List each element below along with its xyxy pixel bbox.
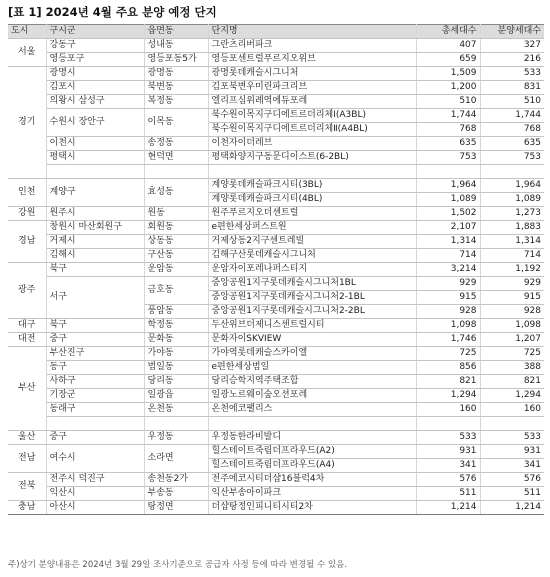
cell-sale-units: 1,273: [480, 207, 544, 221]
cell-dong: 송정동: [144, 137, 208, 151]
cell-dong: 광명동: [144, 67, 208, 81]
cell-complex-name: 북수원이목지구디에트르더리체Ⅰ(A3BL): [208, 109, 416, 123]
cell-complex-name: 북수원이목지구디에트르더리체Ⅱ(A4BL): [208, 123, 416, 137]
cell-total-units: 1,314: [416, 235, 480, 249]
cell-total-units: 160: [416, 403, 480, 417]
cell-sale-units: 931: [480, 445, 544, 459]
cell-sale-units: 768: [480, 123, 544, 137]
cell-sale-units: 1,098: [480, 319, 544, 333]
cell-total-units: 725: [416, 347, 480, 361]
table-row: [8, 39, 544, 53]
cell-total-units: 1,200: [416, 81, 480, 95]
cell-dong: 풍암동: [144, 305, 208, 319]
cell-total-units: 533: [416, 431, 480, 445]
cell-sale-units: 1,207: [480, 333, 544, 347]
table-row: [8, 249, 544, 263]
table-row: [8, 53, 544, 67]
cell-total-units: 714: [416, 249, 480, 263]
cell-sale-units: [480, 417, 544, 431]
cell-total-units: 659: [416, 53, 480, 67]
cell-complex-name: 힐스테이트죽림더프라우드(A4): [208, 459, 416, 473]
cell-district: 중구: [46, 431, 144, 445]
cell-total-units: 821: [416, 375, 480, 389]
cell-city: 대전: [8, 333, 46, 347]
cell-complex-name: 영등포센트럴푸르지오위브: [208, 53, 416, 67]
cell-city: 울산: [8, 431, 46, 445]
cell-complex-name: 계양롯데캐슬파크시티(4BL): [208, 193, 416, 207]
cell-district: 김포시: [46, 81, 144, 95]
cell-sale-units: 725: [480, 347, 544, 361]
cell-total-units: 931: [416, 445, 480, 459]
table-row: [8, 445, 544, 459]
cell-dong: 성내동: [144, 39, 208, 53]
cell-sale-units: 1,883: [480, 221, 544, 235]
table-row: [8, 487, 544, 501]
cell-total-units: 856: [416, 361, 480, 375]
cell-district: 수원시 장안구: [46, 109, 144, 137]
cell-dong: 우정동: [144, 431, 208, 445]
cell-dong: 금호동: [144, 277, 208, 305]
table-row: [8, 151, 544, 165]
cell-total-units: 407: [416, 39, 480, 53]
cell-sale-units: 821: [480, 375, 544, 389]
cell-complex-name: 김해구산롯데캐슬시그니처: [208, 249, 416, 263]
cell-complex-name: [208, 417, 416, 431]
cell-complex-name: 당리승학지역주택조합: [208, 375, 416, 389]
cell-sale-units: 1,314: [480, 235, 544, 249]
table-row: [8, 333, 544, 347]
cell-sale-units: 1,214: [480, 501, 544, 515]
cell-district: [46, 165, 144, 179]
table-row: [8, 431, 544, 445]
cell-complex-name: 이천자이더레브: [208, 137, 416, 151]
cell-complex-name: 힐스테이트죽림더프라우드(A2): [208, 445, 416, 459]
cell-total-units: 3,214: [416, 263, 480, 277]
cell-total-units: 2,107: [416, 221, 480, 235]
cell-district: 동구: [46, 361, 144, 375]
column-header-dong: 읍면동: [144, 25, 208, 39]
table-row: [8, 263, 544, 277]
cell-total-units: 929: [416, 277, 480, 291]
cell-city: 경남: [8, 221, 46, 263]
cell-total-units: 1,964: [416, 179, 480, 193]
table-row: [8, 221, 544, 235]
cell-dong: 영등포동5가: [144, 53, 208, 67]
cell-total-units: 1,098: [416, 319, 480, 333]
cell-sale-units: 714: [480, 249, 544, 263]
table-row: [8, 417, 544, 431]
cell-dong: [144, 165, 208, 179]
cell-total-units: 635: [416, 137, 480, 151]
table-row: [8, 179, 544, 193]
cell-city: 강원: [8, 207, 46, 221]
table-row: [8, 347, 544, 361]
cell-total-units: 1,214: [416, 501, 480, 515]
cell-city: 전남: [8, 445, 46, 473]
cell-complex-name: [208, 165, 416, 179]
table-row: [8, 277, 544, 291]
cell-city: 광주: [8, 263, 46, 319]
cell-complex-name: 광명롯데캐슬시그니처: [208, 67, 416, 81]
cell-sale-units: [480, 165, 544, 179]
cell-sale-units: 388: [480, 361, 544, 375]
cell-dong: 송천동2가: [144, 473, 208, 487]
footnote: 주)상기 분양내용은 2024년 3월 29일 조사기준으로 공급자 사정 등에 따라 변경될 수 있음.: [8, 560, 348, 570]
table-row: [8, 361, 544, 375]
cell-sale-units: 915: [480, 291, 544, 305]
cell-dong: 학정동: [144, 319, 208, 333]
cell-district: 아산시: [46, 501, 144, 515]
cell-total-units: 753: [416, 151, 480, 165]
cell-district: 이천시: [46, 137, 144, 151]
cell-district: 원주시: [46, 207, 144, 221]
cell-total-units: 928: [416, 305, 480, 319]
cell-dong: 온천동: [144, 403, 208, 417]
cell-dong: 상동동: [144, 235, 208, 249]
table-row: [8, 81, 544, 95]
cell-city: 인천: [8, 179, 46, 207]
cell-complex-name: e편한세상퍼스트원: [208, 221, 416, 235]
cell-total-units: 1,744: [416, 109, 480, 123]
cell-district: 사하구: [46, 375, 144, 389]
cell-dong: [144, 417, 208, 431]
cell-district: 익산시: [46, 487, 144, 501]
cell-district: 북구: [46, 263, 144, 277]
cell-sale-units: 160: [480, 403, 544, 417]
cell-complex-name: 온천에코팰리스: [208, 403, 416, 417]
cell-complex-name: 그란츠리버파크: [208, 39, 416, 53]
cell-dong: 당리동: [144, 375, 208, 389]
column-header-sale-units: 분양세대수: [480, 25, 544, 39]
cell-sale-units: 831: [480, 81, 544, 95]
cell-total-units: 576: [416, 473, 480, 487]
cell-district: 영등포구: [46, 53, 144, 67]
cell-city: 서울: [8, 39, 46, 67]
cell-total-units: 1,089: [416, 193, 480, 207]
table-title: [표 1] 2024년 4월 주요 분양 예정 단지: [8, 5, 217, 19]
cell-city: 충남: [8, 501, 46, 515]
cell-sale-units: 1,964: [480, 179, 544, 193]
cell-complex-name: 원주푸르지오더센트럴: [208, 207, 416, 221]
table-row: [8, 165, 544, 179]
column-header-complex: 단지명: [208, 25, 416, 39]
table-body: [8, 39, 544, 515]
cell-dong: 일광읍: [144, 389, 208, 403]
cell-sale-units: 1,192: [480, 263, 544, 277]
cell-district: 의왕시 삼성구: [46, 95, 144, 109]
cell-complex-name: 계양롯데캐슬파크시티(3BL): [208, 179, 416, 193]
cell-total-units: 510: [416, 95, 480, 109]
cell-district: 기장군: [46, 389, 144, 403]
cell-city: 대구: [8, 319, 46, 333]
cell-sale-units: 341: [480, 459, 544, 473]
table-row: [8, 403, 544, 417]
cell-sale-units: 1,744: [480, 109, 544, 123]
cell-complex-name: 엘리프심위례역에듀포레: [208, 95, 416, 109]
cell-district: 동래구: [46, 403, 144, 417]
cell-complex-name: 우정동한라비발디: [208, 431, 416, 445]
column-header-district: 구시군: [46, 25, 144, 39]
cell-dong: 범일동: [144, 361, 208, 375]
cell-sale-units: 635: [480, 137, 544, 151]
cell-complex-name: 가야역롯데캐슬스카이엘: [208, 347, 416, 361]
cell-sale-units: 576: [480, 473, 544, 487]
cell-district: 여수시: [46, 445, 144, 473]
cell-total-units: 768: [416, 123, 480, 137]
table-row: [8, 473, 544, 487]
cell-dong: 효성동: [144, 179, 208, 207]
cell-dong: 부송동: [144, 487, 208, 501]
cell-total-units: [416, 165, 480, 179]
cell-district: [46, 417, 144, 431]
cell-dong: 가야동: [144, 347, 208, 361]
cell-complex-name: 더샵탕정인피니티시티2차: [208, 501, 416, 515]
cell-dong: 운암동: [144, 263, 208, 277]
cell-complex-name: e편한세상범일: [208, 361, 416, 375]
table-header-row: [8, 25, 544, 39]
cell-dong: 구산동: [144, 249, 208, 263]
cell-sale-units: 511: [480, 487, 544, 501]
cell-dong: 원동: [144, 207, 208, 221]
presale-table: [8, 24, 544, 515]
cell-total-units: 1,294: [416, 389, 480, 403]
table-row: [8, 95, 544, 109]
cell-complex-name: 김포북변우미린파크리브: [208, 81, 416, 95]
cell-total-units: 915: [416, 291, 480, 305]
cell-complex-name: 문화자이SKVIEW: [208, 333, 416, 347]
cell-complex-name: 거제상동2지구센트레빌: [208, 235, 416, 249]
cell-district: 거제시: [46, 235, 144, 249]
table-row: [8, 389, 544, 403]
cell-dong: 복정동: [144, 95, 208, 109]
table-row: [8, 67, 544, 81]
cell-district: 북구: [46, 319, 144, 333]
cell-dong: 이목동: [144, 109, 208, 137]
table-row: [8, 319, 544, 333]
cell-complex-name: 익산부송아이파크: [208, 487, 416, 501]
column-header-city: 도시: [8, 25, 46, 39]
cell-sale-units: 327: [480, 39, 544, 53]
column-header-total-units: 총세대수: [416, 25, 480, 39]
cell-dong: 현덕면: [144, 151, 208, 165]
cell-complex-name: 중앙공원1지구롯데캐슬시그니처2-1BL: [208, 291, 416, 305]
cell-district: 부산진구: [46, 347, 144, 361]
cell-district: 광명시: [46, 67, 144, 81]
cell-complex-name: 일광노르웨이숲오션포레: [208, 389, 416, 403]
cell-district: 중구: [46, 333, 144, 347]
cell-sale-units: 533: [480, 431, 544, 445]
cell-complex-name: 전주에코시티더샵16블럭4차: [208, 473, 416, 487]
table-row: [8, 235, 544, 249]
cell-total-units: 511: [416, 487, 480, 501]
cell-total-units: 1,502: [416, 207, 480, 221]
cell-total-units: [416, 417, 480, 431]
cell-complex-name: 중앙공원1지구롯데캐슬시그니처2-2BL: [208, 305, 416, 319]
cell-city: 경기: [8, 67, 46, 179]
table-row: [8, 207, 544, 221]
cell-district: 김해시: [46, 249, 144, 263]
cell-district: 강동구: [46, 39, 144, 53]
cell-district: 평택시: [46, 151, 144, 165]
cell-total-units: 341: [416, 459, 480, 473]
cell-dong: 소라면: [144, 445, 208, 473]
cell-district: 전주시 덕진구: [46, 473, 144, 487]
cell-sale-units: 533: [480, 67, 544, 81]
cell-sale-units: 929: [480, 277, 544, 291]
table-row: [8, 137, 544, 151]
cell-sale-units: 1,294: [480, 389, 544, 403]
cell-sale-units: 753: [480, 151, 544, 165]
cell-sale-units: 216: [480, 53, 544, 67]
cell-dong: 탕정면: [144, 501, 208, 515]
table-row: [8, 375, 544, 389]
cell-sale-units: 928: [480, 305, 544, 319]
cell-dong: 북변동: [144, 81, 208, 95]
table-row: [8, 501, 544, 515]
cell-total-units: 1,746: [416, 333, 480, 347]
cell-complex-name: 중앙공원1지구롯데캐슬시그니처1BL: [208, 277, 416, 291]
cell-complex-name: 평택화양지구동문디이스트(6-2BL): [208, 151, 416, 165]
cell-district: 계양구: [46, 179, 144, 207]
cell-complex-name: 두산위브더제니스센트럴시티: [208, 319, 416, 333]
cell-dong: 문화동: [144, 333, 208, 347]
cell-sale-units: 1,089: [480, 193, 544, 207]
cell-city: 전북: [8, 473, 46, 501]
table-row: [8, 109, 544, 123]
cell-sale-units: 510: [480, 95, 544, 109]
cell-total-units: 1,509: [416, 67, 480, 81]
cell-district: 창원시 마산회원구: [46, 221, 144, 235]
cell-complex-name: 운암자이포레나퍼스티지: [208, 263, 416, 277]
cell-dong: 회원동: [144, 221, 208, 235]
cell-city: 부산: [8, 347, 46, 431]
cell-district: 서구: [46, 277, 144, 319]
